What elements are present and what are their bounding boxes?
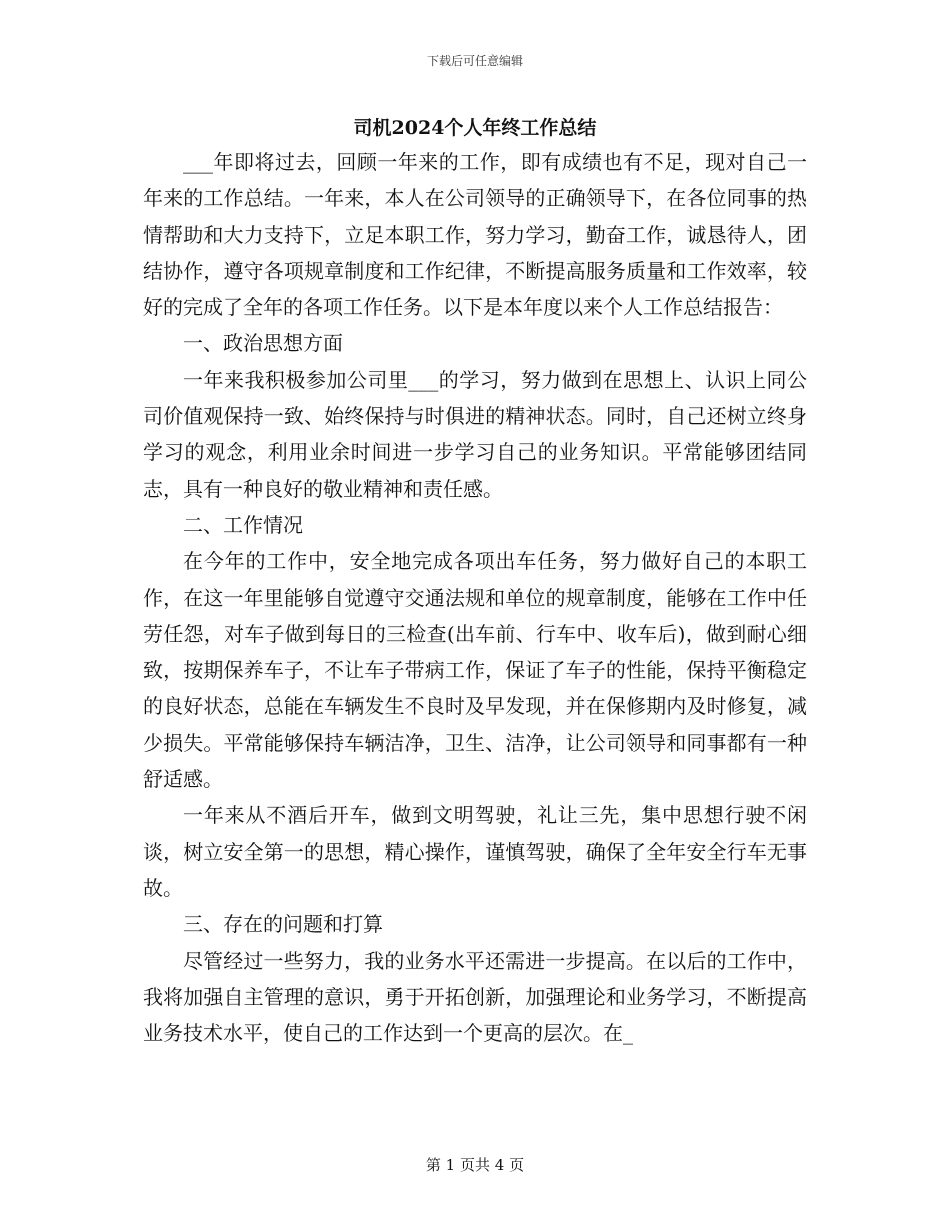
issues-paragraph: 尽管经过一些努力，我的业务水平还需进一步提高。在以后的工作中，我将加强自主管理的意识，勇于开拓创新，加强理论和业务学习，不断提高业务技术水平，使自己的工作达到一个更高的层次。在_ <box>143 948 807 1046</box>
work-paragraph: 在今年的工作中，安全地完成各项出车任务，努力做好自己的本职工作，在这一年里能够自觉遵守交通法规和单位的规章制度，能够在工作中任劳任怨，对车子做到每日的三检查(出车前、行车中、收车后)，做到耐心细致，按期保养车子，不让车子带病工作，保证了车子的性能，保持平衡稳定的良好状态，总能在车辆发生不良时及早发现，并在保修期内及时修复，减少损失。平常能够保持车辆洁净，卫生、洁净，让公司领导和同事都有一种舒适感。 <box>143 549 807 792</box>
politics-paragraph: 一年来我积极参加公司里___的学习，努力做到在思想上、认识上同公司价值观保持一致、始终保持与时俱进的精神状态。同时，自己还树立终身学习的观念，利用业余时间进一步学习自己的业务知识。平常能够团结同志，具有一种良好的敬业精神和责任感。 <box>143 367 807 501</box>
intro-paragraph: ___年即将过去，回顾一年来的工作，即有成绩也有不足，现对自己一年来的工作总结。一年来，本人在公司领导的正确领导下，在各位同事的热情帮助和大力支持下，立足本职工作，努力学习，勤奋工作，诚恳待人，团结协作，遵守各项规章制度和工作纪律，不断提高服务质量和工作效率，较好的完成了全年的各项工作任务。以下是本年度以来个人工作总结报告： <box>143 150 807 320</box>
section-heading-work: 二、工作情况 <box>183 512 303 537</box>
page-number: 第 1 页共 4 页 <box>425 1156 525 1174</box>
safety-paragraph: 一年来从不酒后开车，做到文明驾驶，礼让三先，集中思想行驶不闲谈，树立安全第一的思想，精心操作，谨慎驾驶，确保了全年安全行车无事故。 <box>143 803 807 900</box>
page-header: 下载后可任意编辑 <box>426 54 523 68</box>
document-body <box>143 144 807 1051</box>
document-title: 司机2024个人年终工作总结 <box>353 117 597 139</box>
section-heading-issues: 三、存在的问题和打算 <box>183 912 383 937</box>
section-heading-politics: 一、政治思想方面 <box>183 331 343 356</box>
